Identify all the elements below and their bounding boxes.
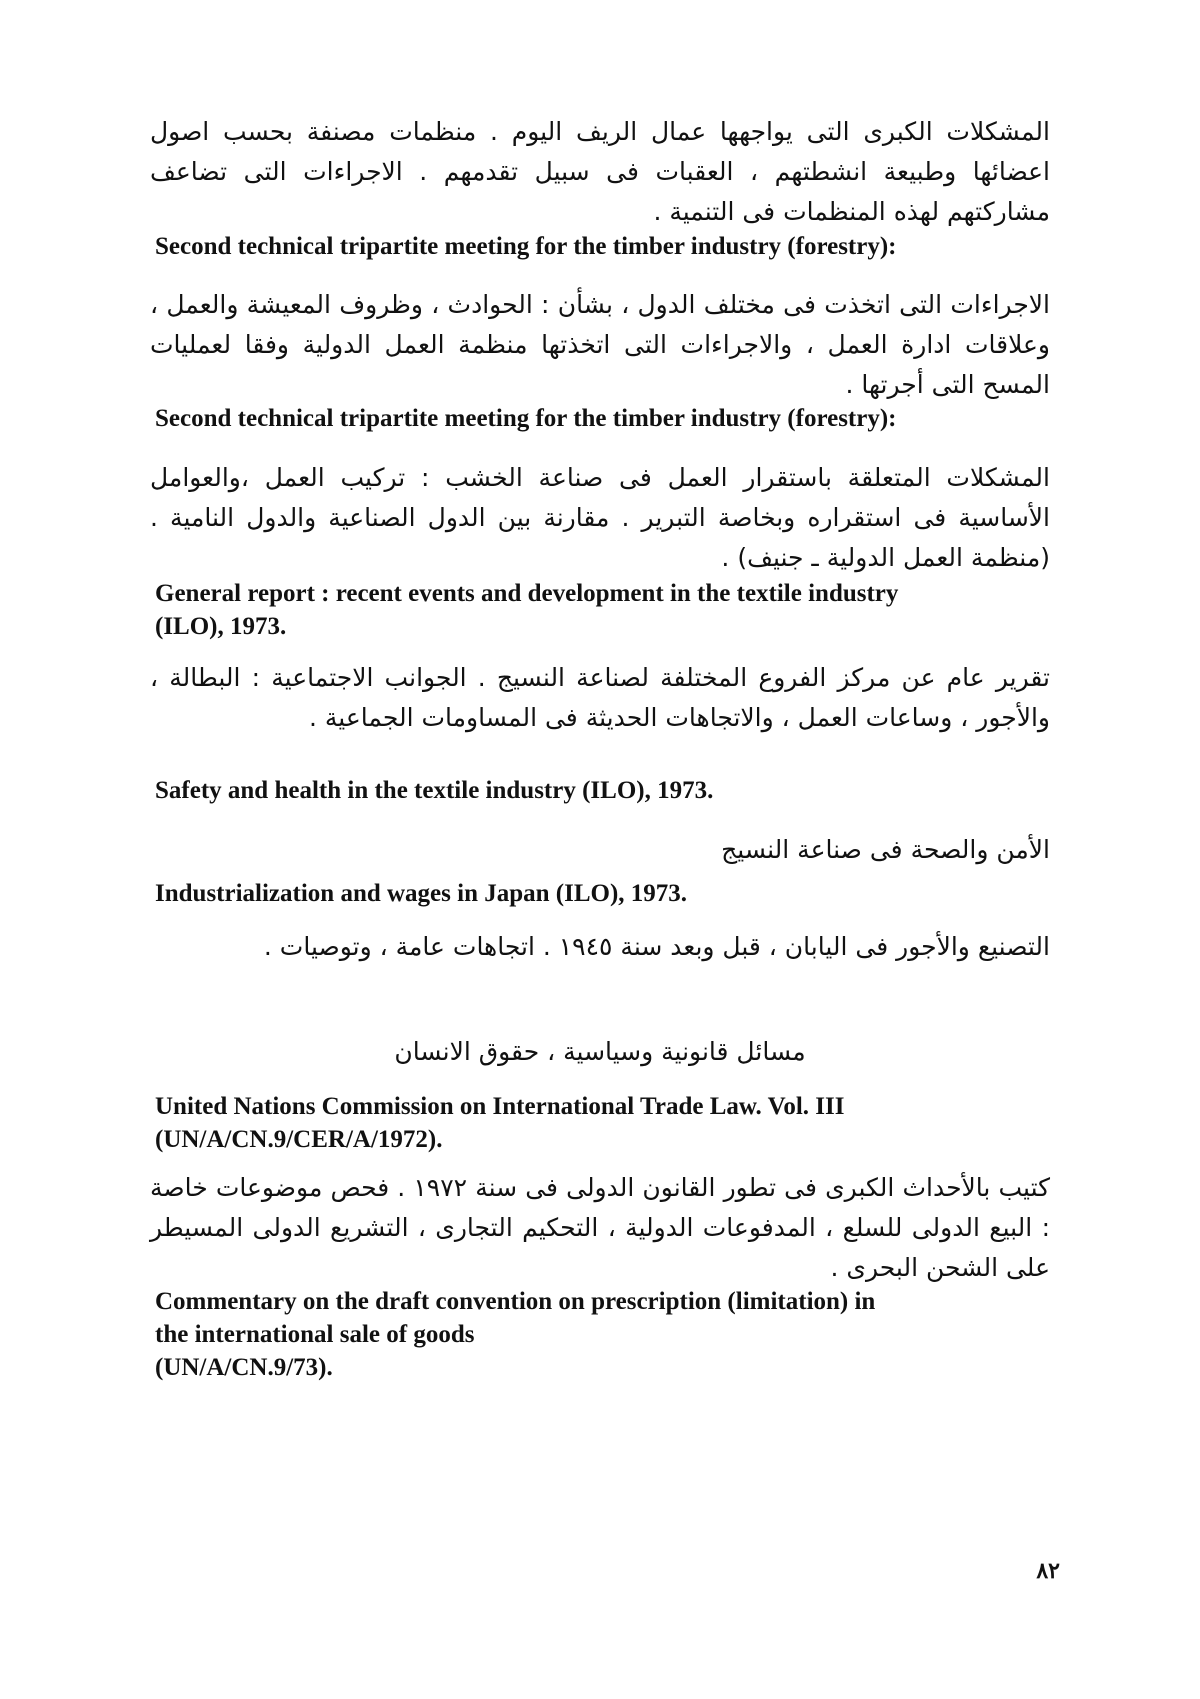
english-citation [155,774,1075,807]
english-citation [155,402,1075,435]
citation-line: Commentary on the draft convention on prescription (limitation) in [155,1288,876,1315]
arabic-paragraph: تقرير عام عن مركز الفروع المختلفة لصناعة النسيج . الجوانب الاجتماعية : البطالة ، والأجور ، وساعات العمل ، والاتجاهات الحديثة فى المساومات الجماعية . [150,663,1050,732]
page-number: ٨٢ [1036,1558,1060,1583]
arabic-paragraph: المشكلات المتعلقة باستقرار العمل فى صناعة الخشب : تركيب العمل ،والعوامل الأساسية فى استقراره وبخاصة التبرير . مقارنة بين الدول الصناعية والدول النامية . (منظمة العمل الدولية ـ جنيف) . [150,463,1050,572]
citation-line: General report : recent events and development in the textile industry [155,580,899,607]
english-citation [155,1090,1075,1156]
english-citation [155,877,1075,910]
section-heading: مسائل قانونية وسياسية ، حقوق الانسان [394,1037,806,1066]
arabic-paragraph: التصنيع والأجور فى اليابان ، قبل وبعد سنة ١٩٤٥ . اتجاهات عامة ، وتوصيات . [263,932,1050,961]
citation-line: United Nations Commission on International Trade Law. Vol. III [155,1093,845,1120]
citation-line: (UN/A/CN.9/73). [155,1354,333,1381]
arabic-paragraph: الاجراءات التى اتخذت فى مختلف الدول ، بشأن : الحوادث ، وظروف المعيشة والعمل ، وعلاقات ادارة العمل ، والاجراءات التى اتخذتها منظمة العمل الدولية وفقا لعمليات المسح التى أجرتها . [150,290,1050,399]
english-citation [155,1285,1075,1384]
english-citation [155,230,1075,263]
citation-line: the international sale of goods [155,1321,475,1348]
arabic-paragraph: كتيب بالأحداث الكبرى فى تطور القانون الدولى فى سنة ١٩٧٢ . فحص موضوعات خاصة : البيع الدولى للسلع ، المدفوعات الدولية ، التحكيم التجارى ، التشريع الدولى المسيطر على الشحن البحرى . [150,1173,1051,1282]
citation-line: Safety and health in the textile industry (ILO), 1973. [155,777,714,804]
english-citation [155,577,1075,643]
citation-line: (ILO), 1973. [155,613,287,640]
citation-line: Second technical tripartite meeting for the timber industry (forestry): [155,233,897,260]
citation-line: Industrialization and wages in Japan (ILO), 1973. [155,880,688,907]
arabic-paragraph: الأمن والصحة فى صناعة النسيج [721,835,1050,864]
arabic-paragraph: المشكلات الكبرى التى يواجهها عمال الريف اليوم . منظمات مصنفة بحسب اصول اعضائها وطبيعة انشطتهم ، العقبات فى سبيل تقدمهم . الاجراءات التى تضاعف مشاركتهم لهذه المنظمات فى التنمية . [150,117,1050,226]
citation-line: Second technical tripartite meeting for the timber industry (forestry): [155,405,897,432]
citation-line: (UN/A/CN.9/CER/A/1972). [155,1126,443,1153]
